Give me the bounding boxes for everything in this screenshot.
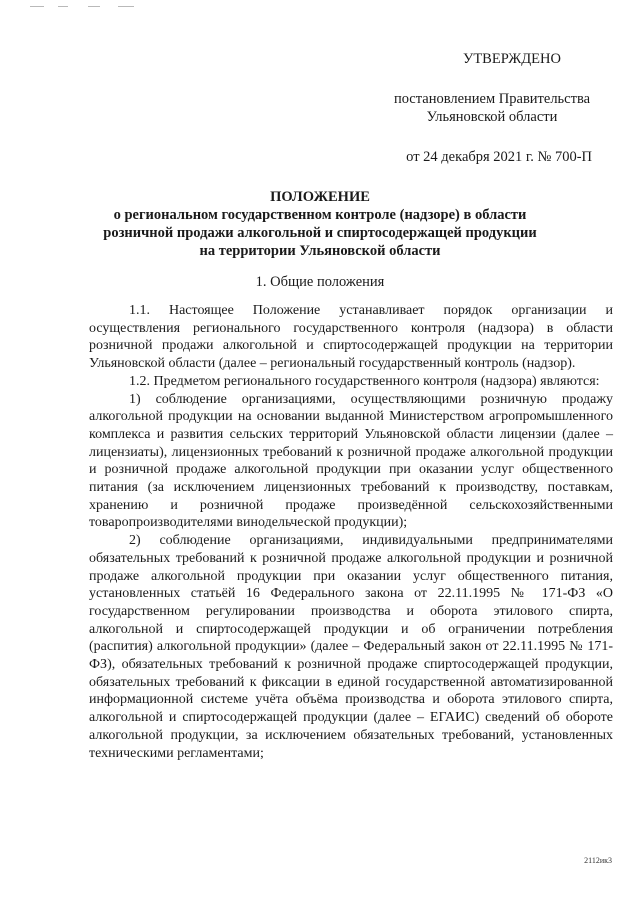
scan-artifact [118, 6, 134, 7]
document-title [90, 188, 550, 260]
approval-line-1: постановлением Правительства [393, 91, 591, 107]
scan-artifact [30, 6, 44, 7]
title-line: розничной продажи алкогольной и спиртосодержащей продукции [103, 225, 537, 241]
approval-title: УТВЕРЖДЕНО [463, 51, 561, 67]
section-heading: 1. Общие положения [255, 274, 385, 290]
approval-line-2: Ульяновской области [426, 109, 558, 125]
title-line: на территории Ульяновской области [199, 243, 441, 259]
paragraph: 1.2. Предметом регионального государственного контроля (надзора) являются: [129, 373, 600, 389]
document-body [89, 302, 613, 762]
paragraph: 1) соблюдение организациями, осуществляющими розничную продажу алкогольной продукции на основании выданной Министерством агропромышленного комплекса и развития сельских территорий Ульяновской области лицензии (далее – лицензиаты), лицензионных требований к розничной продаже алкогольной продукции и розничной продаже алкогольной продукции при оказании услуг общественного питания (за исключением лицензионных требований к производству, поставкам, хранению и розничной продаже произведённой сельскохозяйственными товаропроизводителями винодельческой продукции); [89, 391, 613, 531]
footer-code: 2112ик3 [584, 856, 612, 865]
approval-stamp [362, 50, 592, 166]
scan-artifact [88, 6, 100, 7]
paragraph: 1.1. Настоящее Положение устанавливает порядок организации и осуществления регионального государственного контроля (надзора) в области розничной продажи алкогольной и спиртосодержащей продукции на территории Ульяновской области (далее – региональный государственный контроль (надзор). [89, 303, 613, 372]
paragraph: 2) соблюдение организациями, индивидуальными предпринимателями обязательных требований к розничной продаже алкогольной продукции и розничной продаже алкогольной продукции при оказании услуг общественного питания, установленных статьёй 16 Федерального закона от 22.11.1995 № 171-ФЗ «О государственном регулировании производства и оборота этилового спирта, алкогольной и спиртосодержащей продукции и об ограничении потребления (распития) алкогольной продукции» (далее – Федеральный закон от 22.11.1995 № 171-ФЗ), обязательных требований к розничной продаже спиртосодержащей продукции, обязательных требований к фиксации в единой государственной автоматизированной информационной системе учёта объёма производства и оборота этилового спирта, алкогольной и спиртосодержащей продукции (далее – ЕГАИС) сведений об обороте алкогольной продукции, за исключением обязательных требований, установленных техническими регламентами; [89, 533, 613, 761]
approval-date: от 24 декабря 2021 г. № 700-П [406, 149, 592, 165]
title-line: ПОЛОЖЕНИЕ [270, 189, 370, 205]
title-line: о региональном государственном контроле (надзоре) в области [113, 207, 527, 223]
scan-artifact [58, 6, 68, 7]
